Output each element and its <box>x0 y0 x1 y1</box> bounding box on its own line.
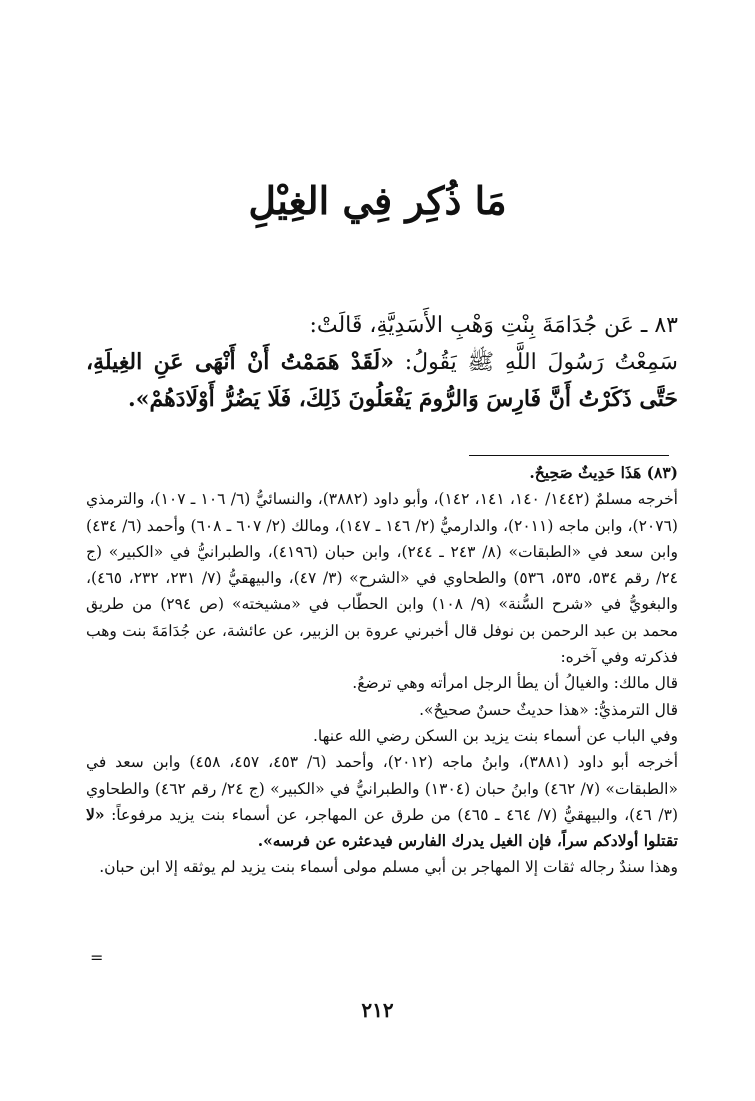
continuation-mark: = <box>90 948 104 967</box>
hadith-body <box>86 344 678 418</box>
footnote-line: قال مالك: والغيالُ أن يطأ الرجل امرأته وهي ترضعُ. <box>352 674 678 693</box>
hadith-lead: سَمِعْتُ رَسُولَ اللَّهِ ﷺ يَقُولُ: <box>393 350 678 375</box>
footnote-line: أخرجه مسلمٌ (١٤٤٢/ ١٤٠، ١٤١، ١٤٢)، وأبو داود (٣٨٨٢)، والنسائيُّ (٦/ ١٠٦ ـ ١٠٧)، والترمذي (٢٠٧٦)، وابن ماجه (٢٠١١)، والدارميُّ (٢/ ١٤٦ ـ ١٤٧)، ومالك (٢/ ٦٠٧ ـ ٦٠٨) وأحمد (٦/ ٤٣٤) وابن سعد في «الطبقات» (٨/ ٢٤٣ ـ ٢٤٤)، وابن حبان (٤١٩٦)، والطبرانيُّ في «الكبير» (ج ٢٤/ رقم ٥٣٤، ٥٣٥، ٥٣٦) والطحاوي في «الشرح» (٣/ ٤٧)، والبيهقيُّ (٧/ ٢٣١، ٢٣٢، ٤٦٥)، والبغويُّ في «شرح السُّنة» (٩/ ١٠٨) وابن الحطّاب في «مشيخته» (ص ٢٩٤) من طريق محمد بن عبد الرحمن بن نوفل قال أخبرني عروة بن الزبير، عن عائشة، عن جُدَامَةَ بنت وهب فذكرته وفي آخره: <box>86 490 679 667</box>
footnote-line: وهذا سندٌ رجاله ثقات إلا المهاجر بن أبي مسلم مولى أسماء بنت يزيد لم يوثقه إلا ابن حبان. <box>99 858 678 877</box>
hadith-quote: «لَقَدْ هَمَمْتُ أَنْ أَنْهَى عَنِ الغِيلَةِ، حَتَّى ذَكَرْتُ أَنَّ فَارِسَ وَالرُّومَ يَفْعَلُونَ ذَلِكَ، فَلَا يَضُرُّ أَوْلَادَهُمْ». <box>86 349 678 412</box>
footnote-heading: (٨٣) هَذَا حَدِيثٌ صَحِيحٌ. <box>529 463 678 482</box>
footnotes <box>86 460 678 881</box>
footnote-line: وفي الباب عن أسماء بنت يزيد بن السكن رضي الله عنها. <box>312 726 678 745</box>
footnote-quote: «لا تقتلوا أولادكم سراً، فإن الغيل يدرك الفارس فيدعثره عن فرسه». <box>86 804 678 851</box>
chapter-title: مَا ذُكِر فِي الغِيْلِ <box>248 178 507 223</box>
footnote-text: أخرجه أبو داود (٣٨٨١)، وابنُ ماجه (٢٠١٢)، وأحمد (٦/ ٤٥٣، ٤٥٧، ٤٥٨) وابن سعد في «الطبقات» (٧/ ٤٦٢) وابنُ حبان (١٣٠٤) والطبرانيُّ في «الكبير» (ج ٢٤/ رقم ٤٦٢) والطحاوي (٣/ ٤٦)، والبيهقيُّ (٧/ ٤٦٤ ـ ٤٦٥) من طرق عن المهاجر، عن أسماء بنت يزيد مرفوعاً: <box>86 753 679 824</box>
footnote-separator <box>469 455 669 456</box>
hadith-text <box>86 308 678 418</box>
page-number: ٢١٢ <box>361 998 394 1022</box>
footnote-line: قال الترمذيُّ: «هذا حديثٌ حسنٌ صحيحٌ». <box>419 700 678 719</box>
hadith-intro: ٨٣ ـ عَن جُدَامَةَ بِنْتِ وَهْبِ الأَسَدِيَّةِ، قَالَتْ: <box>309 313 678 338</box>
footnote-line <box>86 749 678 854</box>
